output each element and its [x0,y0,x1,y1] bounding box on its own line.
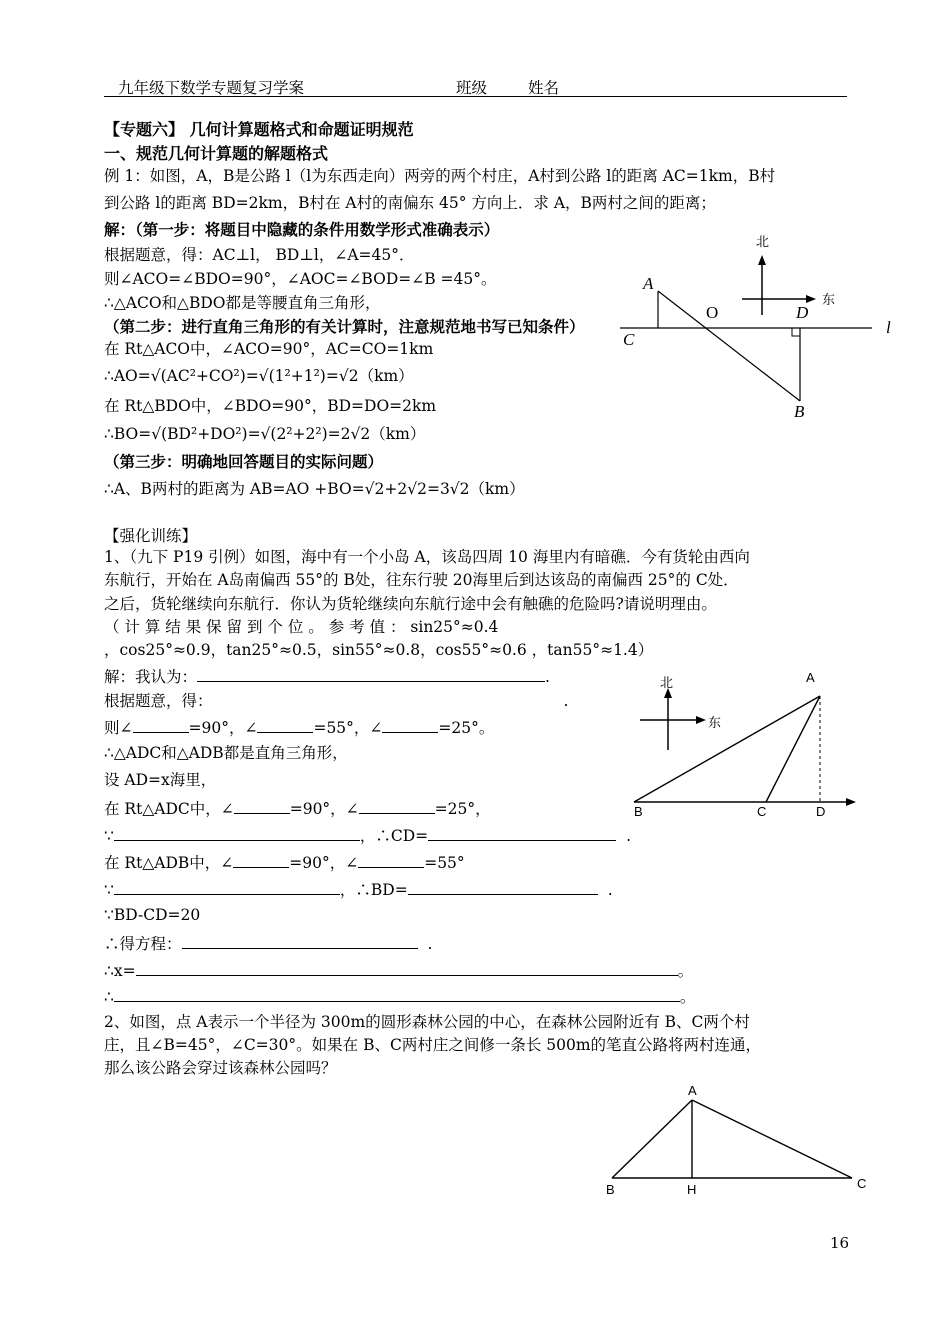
answer-blank[interactable] [133,716,189,733]
q1-line-4: （ 计 算 结 果 保 留 到 个 位 。 参 考 值 ： sin25°≈0.4 [104,618,499,636]
q1-east-line-arrow [846,798,856,806]
ex1-line-10: 在 Rt△BDO中，∠BDO=90°，BD=DO=2km [104,397,437,415]
ex1-segment-AB [658,291,800,401]
ex1-label-C: C [623,330,635,349]
answer-blank[interactable] [114,878,340,895]
q1-sol-7: ∵ ，∴CD= . [104,824,631,846]
q1-sol-10: ∵BD-CD=20 [104,906,201,924]
q2-segment-AC [692,1100,852,1178]
ex1-line-13: ∴A、B两村的距离为 AB=AO +BO=√2+2√2=3√2（km） [104,480,525,498]
q1-label-A: A [806,670,815,685]
ex1-label-O: O [706,303,719,322]
ex1-line-11: ∴BO=√(BD²+DO²)=√(2²+2²)=2√2（km） [104,425,426,443]
ex1-north-label: 北 [756,235,770,250]
answer-blank[interactable] [233,851,289,868]
ex1-line-6: ∴△ACO和△BDO都是等腰直角三角形， [104,294,381,312]
answer-blank[interactable] [408,878,598,895]
q1-line-2: 东航行，开始在 A岛南偏西 55°的 B处，往东行驶 20海里后到达该岛的南偏西 25°的 C处． [104,571,739,589]
q1-sol-11: ∴得方程： . [104,932,432,954]
q2-segment-AB [612,1100,692,1178]
header-rule [104,96,847,97]
q1-sol-12: ∴x= 。 [104,959,693,981]
answer-blank[interactable] [136,959,678,976]
ex1-line-1: 例 1：如图，A，B是公路 l（l为东西走向）两旁的两个村庄，A村到公路 l的距离 AC=1km，B村 [104,167,776,185]
q1-north-label: 北 [660,676,674,691]
ex1-label-l: l [886,318,891,337]
q1-sol-5: 设 AD=x海里， [104,771,217,789]
ex1-label-B: B [794,402,805,421]
q1-sol-4: ∴△ADC和△ADB都是直角三角形， [104,744,348,762]
ex1-line-9: ∴AO=√(AC²+CO²)=√(1²+1²)=√2（km） [104,367,414,385]
answer-blank[interactable] [234,797,290,814]
q2-line-2: 庄，且∠B=45°，∠C=30°。如果在 B、C两村庄之间修一条长 500m的笔直公路将两村连通， [104,1036,762,1054]
ex1-label-D: D [796,303,809,322]
q1-sol-13: ∴ 。 [104,985,695,1007]
section1-title: 一、规范几何计算题的解题格式 [104,144,329,163]
example1-figure [600,225,900,430]
q1-segment-AB [634,696,820,802]
q1-sol-9: ∵ ，∴BD= . [104,878,613,900]
q1-line-1: 1、（九下 P19 引例）如图，海中有一个小岛 A，该岛四周 10 海里内有暗礁．今有货轮由西向 [104,548,750,566]
page-number: 16 [830,1234,850,1252]
ex1-line-2: 到公路 l的距离 BD=2km，B村在 A村的南偏东 45° 方向上．求 A，B两村之间的距离； [104,194,716,212]
answer-blank[interactable] [114,824,360,841]
ex1-line-3 [104,220,499,240]
topic-title: 【专题六】 几何计算题格式和命题证明规范 [104,120,414,139]
q1-east-arrow [696,716,706,724]
ex1-label-A: A [643,274,654,293]
ex1-east-label: 东 [822,293,836,308]
ex1-right-angle-mark [792,328,800,336]
answer-blank[interactable] [257,716,313,733]
answer-blank[interactable] [358,851,424,868]
answer-blank[interactable] [197,665,545,682]
q1-figure [620,670,870,830]
q2-line-1: 2、如图，点 A表示一个半径为 300m的圆形森林公园的中心，在森林公园附近有 B、C两个村 [104,1013,750,1031]
ex1-east-arrow [806,295,816,303]
header-class-label: 班级 [456,79,488,97]
q1-line-5: ，cos25°≈0.9，tan25°≈0.5，sin55°≈0.8，cos55°≈0.6 ，tan55°≈1.4） [104,641,654,659]
q2-figure [600,1090,860,1190]
q1-sol-3: 则∠ =90°，∠ =55°，∠ =25°。 [104,716,494,738]
q2-line-3: 那么该公路会穿过该森林公园吗？ [104,1059,337,1077]
answer-blank[interactable] [359,797,435,814]
q1-sol-2: 根据题意，得： . [104,692,569,710]
ex1-line-5: 则∠ACO=∠BDO=90°，∠AOC=∠BOD=∠B =45°。 [104,270,497,288]
practice-title: 【强化训练】 [104,527,198,545]
q2-label-B: B [606,1182,615,1197]
q1-sol-1: 解：我认为： . [104,665,550,687]
ex1-line-4: 根据题意，得：AC⊥l， BD⊥l，∠A=45°． [104,246,415,264]
answer-blank[interactable] [382,716,438,733]
q2-label-H: H [687,1182,697,1197]
q2-label-C: C [857,1176,867,1191]
q2-label-A: A [688,1083,697,1098]
ex1-line-8: 在 Rt△ACO中，∠ACO=90°，AC=CO=1km [104,340,434,358]
answer-blank[interactable] [182,932,418,949]
answer-blank[interactable] [114,985,680,1002]
q1-sol-8: 在 Rt△ADB中，∠ =90°，∠ =55° [104,851,465,873]
q1-label-C: C [757,804,767,819]
q1-east-label: 东 [708,716,722,731]
ex1-north-arrow [758,255,766,265]
q1-sol-6: 在 Rt△ADC中，∠ =90°，∠ =25°， [104,797,491,819]
q1-label-B: B [634,804,643,819]
q1-label-D: D [816,804,826,819]
header-name-label: 姓名 [528,79,560,97]
answer-blank[interactable] [428,824,616,841]
header-title: 九年级下数学专题复习学案 [118,79,305,97]
ex1-line-12: （第三步：明确地回答题目的实际问题） [104,452,384,471]
ex1-step1: 解：（第一步：将题目中隐藏的条件用数学形式准确表示） [104,220,500,239]
ex1-line-7: （第二步：进行直角三角形的有关计算时，注意规范地书写已知条件） [104,317,585,336]
q1-line-3: 之后，货轮继续向东航行．你认为货轮继续向东航行途中会有触礁的危险吗?请说明理由。 [104,595,717,613]
